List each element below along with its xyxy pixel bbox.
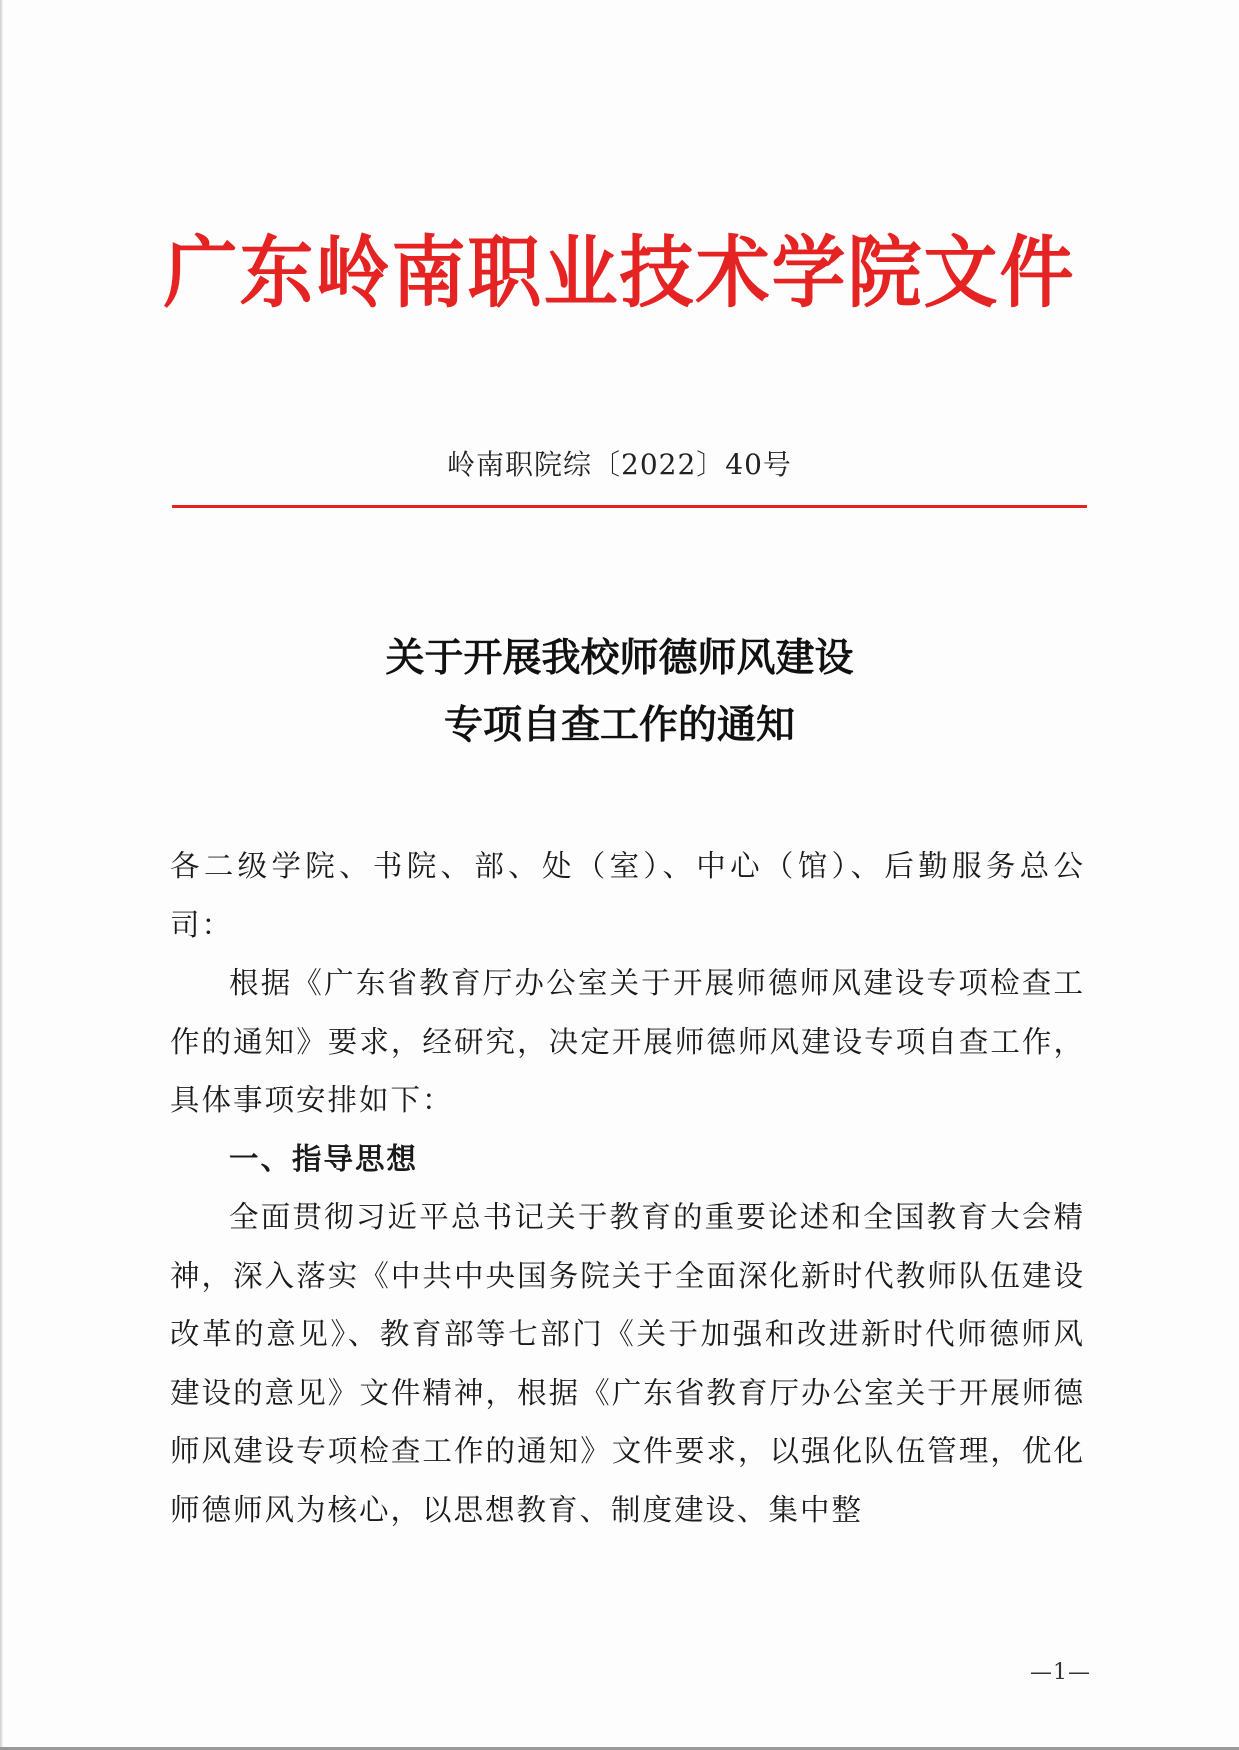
title-line-1: 关于开展我校师德师风建设 — [385, 635, 854, 681]
body-paragraph-2: 全面贯彻习近平总书记关于教育的重要论述和全国教育大会精神，深入落实《中共中央国务院关于全面深化新时代教师队伍建设改革的意见》、教育部等七部门《关于加强和改进新时代师德师风建设的意见》文件精神，根据《广东省教育厅办公室关于开展师德师风建设专项检查工作的通知》文件要求，以强化队伍管理，优化师德师风为核心，以思想教育、制度建设、集中整 — [170, 1200, 1085, 1527]
notice-title — [150, 625, 1089, 759]
recipients-line: 各二级学院、书院、部、处（室）、中心（馆）、后勤服务总公司： — [170, 849, 1085, 942]
section-heading-1: 一、指导思想 — [229, 1141, 419, 1176]
title-line-2: 专项自查工作的通知 — [443, 702, 795, 748]
document-number: 岭南职院综〔2022〕40号 — [447, 448, 792, 481]
scan-edge — [0, 0, 3, 1750]
body-paragraph-1: 根据《广东省教育厅办公室关于开展师德师风建设专项检查工作的通知》要求，经研究，决定开展师德师风建设专项自查工作，具体事项安排如下： — [170, 966, 1085, 1117]
document-body — [170, 837, 1085, 1539]
red-divider-line — [172, 505, 1087, 508]
page-number: —1— — [1030, 1660, 1091, 1685]
masthead-title: 广东岭南职业技术学院文件 — [163, 227, 1076, 319]
